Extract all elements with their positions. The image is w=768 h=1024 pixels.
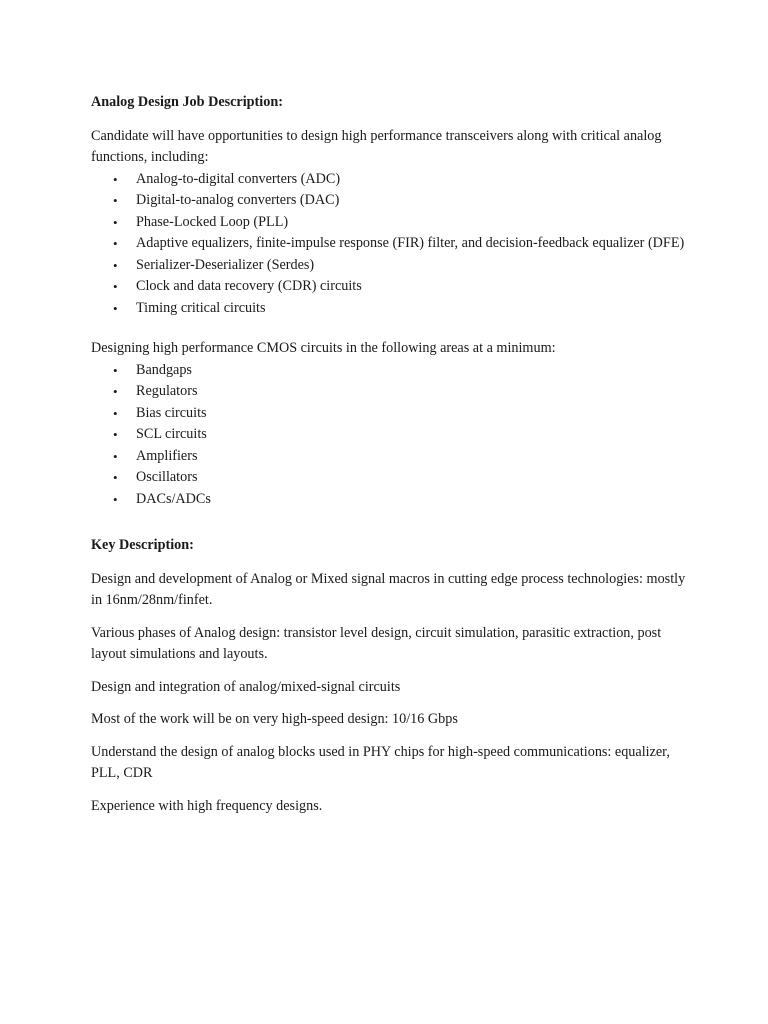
bullet-icon: • [113, 214, 118, 230]
bullet-icon: • [113, 470, 118, 485]
list-item [91, 212, 691, 234]
list-item-text: Bias circuits [136, 404, 207, 421]
bullet-icon: • [113, 279, 118, 294]
bullet-icon: • [113, 491, 118, 507]
bullet-icon: • [113, 171, 118, 187]
list-item [91, 298, 691, 320]
key-paragraph: Various phases of Analog design: transistor level design, circuit simulation, parasitic extraction, post layout simulations and layouts. [91, 624, 662, 662]
list-item-text: Adaptive equalizers, finite-impulse response (FIR) filter, and decision-feedback equalizer (DFE) [136, 235, 685, 251]
list-item-text: Phase-Locked Loop (PLL) [136, 213, 289, 230]
bullet-icon: • [113, 405, 118, 421]
cmos-areas-list [91, 360, 691, 511]
key-paragraph: Design and development of Analog or Mixed signal macros in cutting edge process technologies: mostly in 16nm/28nm/finfet. [91, 570, 686, 608]
document-page [91, 92, 691, 817]
list-item [91, 489, 691, 511]
cmos-intro-paragraph: Designing high performance CMOS circuits in the following areas at a minimum: [91, 340, 556, 356]
list-item-text: DACs/ADCs [136, 490, 211, 507]
job-description-heading: Analog Design Job Description: [91, 94, 283, 110]
list-item [91, 467, 691, 489]
bullet-icon: • [113, 257, 118, 273]
list-item [91, 403, 691, 425]
list-item-text: Bandgaps [136, 361, 192, 378]
list-item [91, 381, 691, 403]
list-item [91, 360, 691, 382]
key-paragraph: Design and integration of analog/mixed-signal circuits [91, 678, 401, 695]
list-item-text: Regulators [136, 383, 198, 399]
list-item-text: Clock and data recovery (CDR) circuits [136, 278, 362, 294]
list-item-text: Analog-to-digital converters (ADC) [136, 170, 341, 187]
bullet-icon: • [113, 362, 118, 378]
list-item [91, 446, 691, 468]
list-item-text: Oscillators [136, 469, 198, 485]
list-item [91, 190, 691, 212]
key-paragraph: Most of the work will be on very high-speed design: 10/16 Gbps [91, 711, 458, 727]
list-item [91, 233, 691, 255]
list-item [91, 255, 691, 277]
bullet-icon: • [113, 448, 118, 464]
list-item [91, 424, 691, 446]
key-paragraph: Understand the design of analog blocks used in PHY chips for high-speed communications: equalizer, PLL, CDR [91, 743, 670, 781]
list-item [91, 276, 691, 298]
bullet-icon: • [113, 193, 118, 208]
key-paragraph: Experience with high frequency designs. [91, 797, 323, 814]
intro-paragraph: Candidate will have opportunities to design high performance transceivers along with critical analog functions, including: [91, 127, 662, 165]
list-item-text: SCL circuits [136, 426, 207, 442]
list-item [91, 169, 691, 191]
bullet-icon: • [113, 300, 118, 316]
list-item-text: Serializer-Deserializer (Serdes) [136, 256, 315, 273]
list-item-text: Digital-to-analog converters (DAC) [136, 192, 340, 208]
bullet-icon: • [113, 236, 118, 251]
key-description-heading: Key Description: [91, 537, 194, 553]
list-item-text: Timing critical circuits [136, 299, 266, 316]
bullet-icon: • [113, 427, 118, 442]
list-item-text: Amplifiers [136, 447, 198, 464]
analog-functions-list [91, 169, 691, 320]
bullet-icon: • [113, 384, 118, 399]
